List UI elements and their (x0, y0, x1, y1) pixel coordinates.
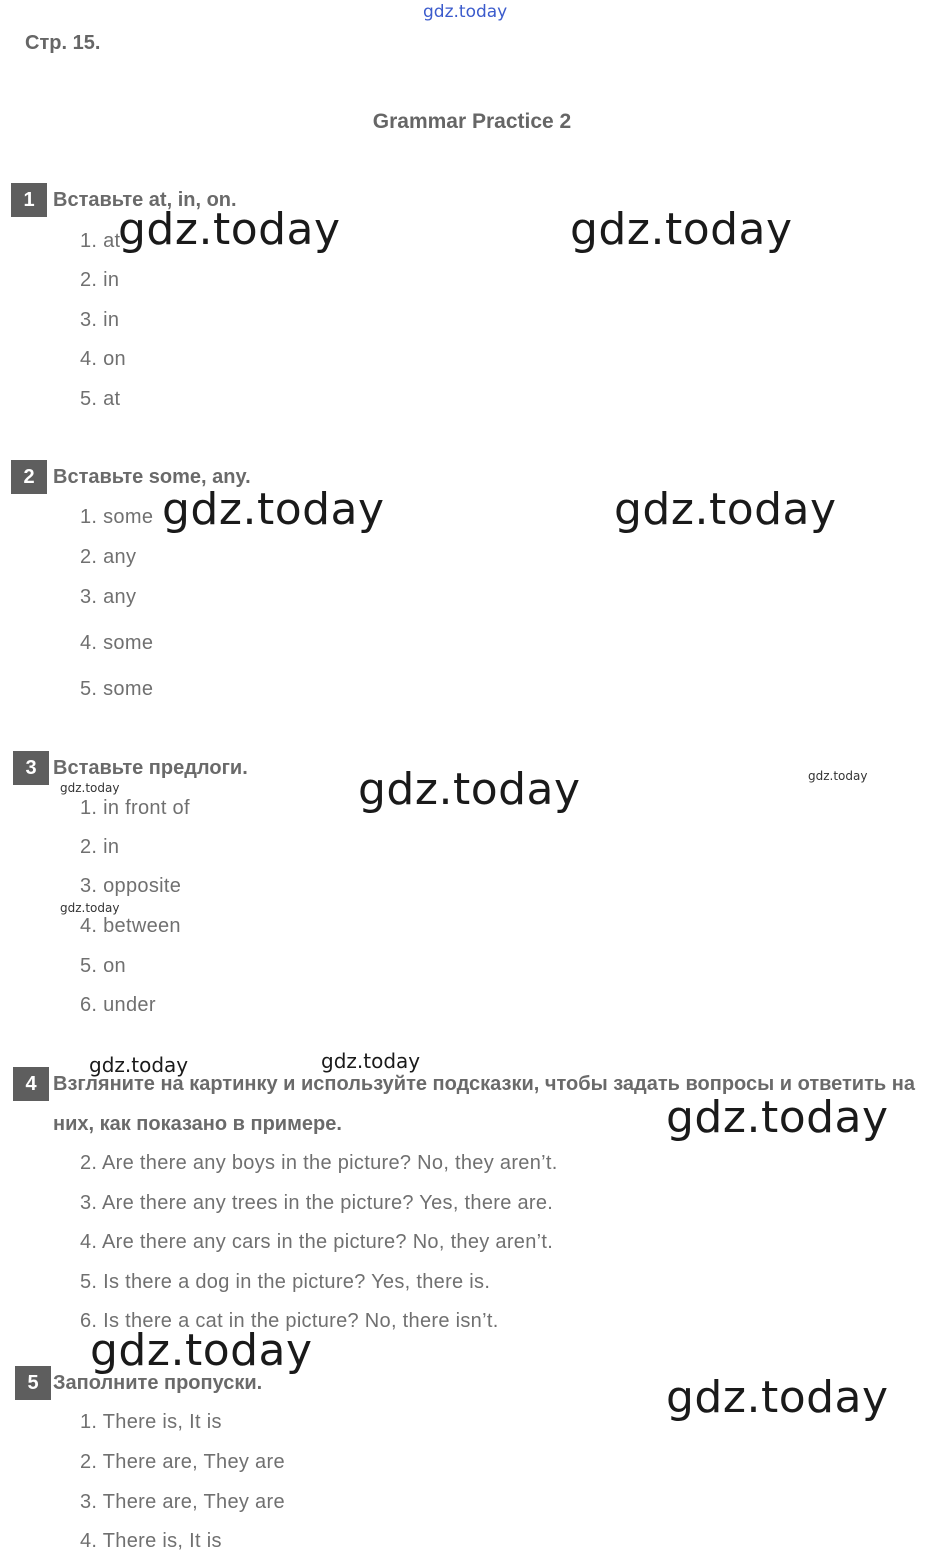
watermark: gdz.today (89, 1053, 189, 1077)
page-reference: Стр. 15. (25, 32, 101, 54)
page-title: Grammar Practice 2 (372, 110, 572, 133)
watermark-top: gdz.today (423, 2, 508, 22)
task-4-item-3: 3. Are there any trees in the picture? Yes, there are. (80, 1192, 554, 1214)
task-5-item-4: 4. There is, It is (80, 1530, 222, 1552)
task-2-number: 2 (11, 460, 47, 494)
watermark: gdz.today (90, 1325, 313, 1376)
watermark: gdz.today (162, 484, 385, 535)
task-4-number: 4 (13, 1067, 49, 1101)
task-1-item-1: 1. at (80, 230, 121, 252)
task-4-item-2: 2. Are there any boys in the picture? No, they aren’t. (80, 1152, 558, 1174)
watermark: gdz.today (808, 769, 868, 783)
task-5-item-2: 2. There are, They are (80, 1451, 285, 1473)
watermark: gdz.today (321, 1049, 421, 1073)
watermark: gdz.today (614, 484, 837, 535)
task-1-heading: Вставьте at, in, on. (53, 189, 237, 211)
task-1-item-5: 5. at (80, 388, 121, 410)
watermark: gdz.today (570, 204, 793, 255)
task-1-item-3: 3. in (80, 309, 120, 331)
task-2-item-3: 3. any (80, 586, 137, 608)
task-2-item-5: 5. some (80, 678, 154, 700)
task-2-item-2: 2. any (80, 546, 137, 568)
task-4-heading: Взгляните на картинку и используйте подсказки, чтобы задать вопросы и ответить на них, как показано в примере. (53, 1073, 915, 1135)
watermark: gdz.today (666, 1372, 889, 1423)
watermark: gdz.today (118, 204, 341, 255)
watermark: gdz.today (666, 1092, 889, 1143)
task-1-item-4: 4. on (80, 348, 126, 370)
task-3-item-2: 2. in (80, 836, 120, 858)
watermark: gdz.today (60, 781, 120, 795)
task-5-item-3: 3. There are, They are (80, 1491, 285, 1513)
task-3-item-3: 3. opposite (80, 875, 182, 897)
task-3-item-5: 5. on (80, 955, 126, 977)
watermark: gdz.today (60, 901, 120, 915)
task-1-number: 1 (11, 183, 47, 217)
task-3-number: 3 (13, 751, 49, 785)
task-4-item-4: 4. Are there any cars in the picture? No, they aren’t. (80, 1231, 554, 1253)
task-4-item-5: 5. Is there a dog in the picture? Yes, there is. (80, 1271, 491, 1293)
task-5-heading: Заполните пропуски. (53, 1372, 263, 1394)
task-2-heading: Вставьте some, any. (53, 466, 251, 488)
task-2-item-1: 1. some (80, 506, 154, 528)
task-4-item-6: 6. Is there a cat in the picture? No, there isn’t. (80, 1310, 499, 1332)
task-3-item-4: 4. between (80, 915, 181, 937)
task-3-item-6: 6. under (80, 994, 156, 1016)
task-5-item-1: 1. There is, It is (80, 1411, 222, 1433)
task-2-item-4: 4. some (80, 632, 154, 654)
task-5-number: 5 (15, 1366, 51, 1400)
task-3-heading: Вставьте предлоги. (53, 757, 248, 779)
watermark: gdz.today (358, 764, 581, 815)
task-3-item-1: 1. in front of (80, 797, 190, 819)
task-1-item-2: 2. in (80, 269, 120, 291)
